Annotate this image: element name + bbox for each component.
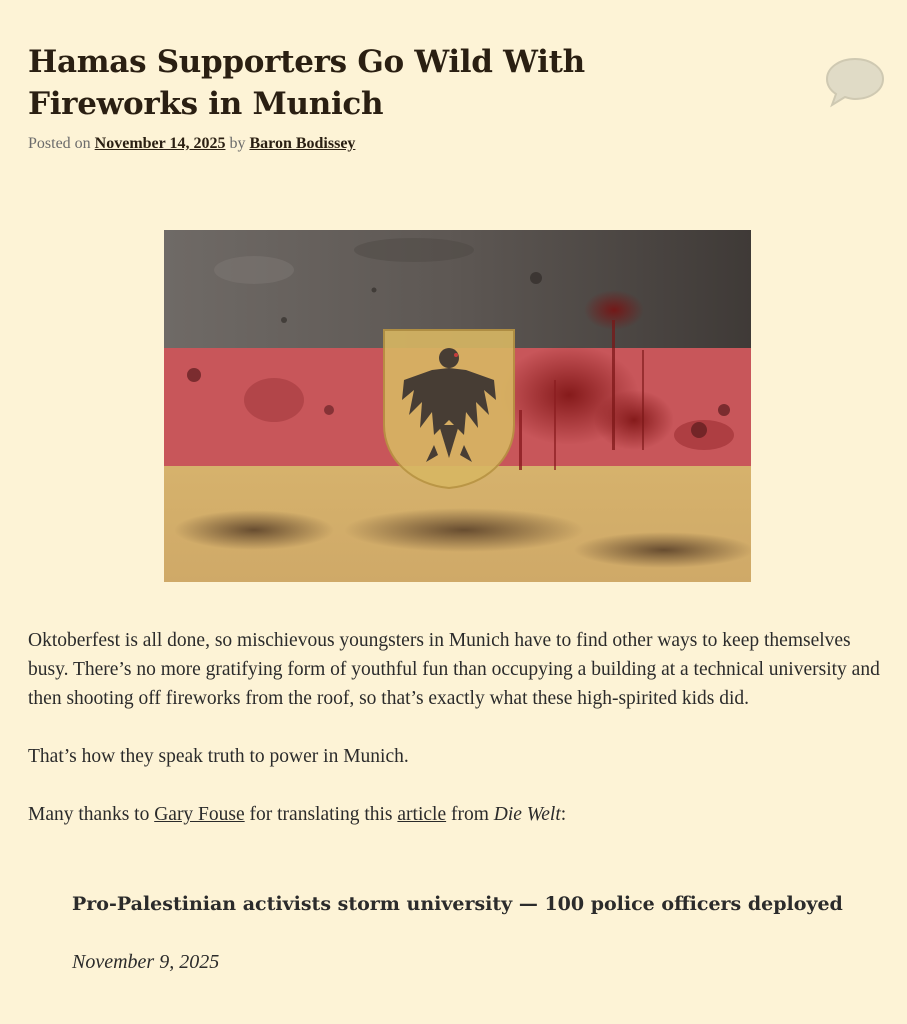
byline	[28, 135, 355, 153]
blockquote	[72, 889, 852, 977]
paragraph-3	[28, 800, 888, 829]
quote-date: November 9, 2025	[72, 951, 220, 973]
paragraph-3-text-d: :	[560, 804, 567, 825]
comment-bubble-icon[interactable]	[824, 56, 886, 108]
by-label: by	[229, 135, 246, 152]
post-body	[28, 626, 888, 858]
paragraph-3-text-a: Many thanks to	[28, 804, 155, 825]
paragraph-3-text-c: from	[446, 804, 494, 825]
posted-on-label: Posted on	[28, 135, 91, 152]
translator-link[interactable]: Gary Fouse	[154, 804, 245, 825]
source-name: Die Welt	[493, 804, 561, 825]
paragraph-3-text-b: for translating this	[244, 804, 398, 825]
author-link[interactable]: Baron Bodissey	[249, 135, 356, 152]
german-flag-eagle-image	[164, 230, 751, 582]
paragraph-1: Oktoberfest is all done, so mischievous youngsters in Munich have to find other ways to keep themselves busy. There’s no more gratifying form of youthful fun than occupying a building at a technical university and then shooting off fireworks from the roof, so that’s exactly what these high-spirited kids did.	[28, 630, 880, 709]
paragraph-2: That’s how they speak truth to power in Munich.	[28, 746, 409, 767]
hero-image	[164, 230, 751, 582]
post-title[interactable]: Hamas Supporters Go Wild With Fireworks in Munich	[28, 44, 585, 122]
article-link[interactable]: article	[397, 804, 447, 825]
quote-headline: Pro-Palestinian activists storm university — 100 police officers deployed	[72, 893, 843, 915]
post-date-link[interactable]: November 14, 2025	[94, 135, 226, 152]
